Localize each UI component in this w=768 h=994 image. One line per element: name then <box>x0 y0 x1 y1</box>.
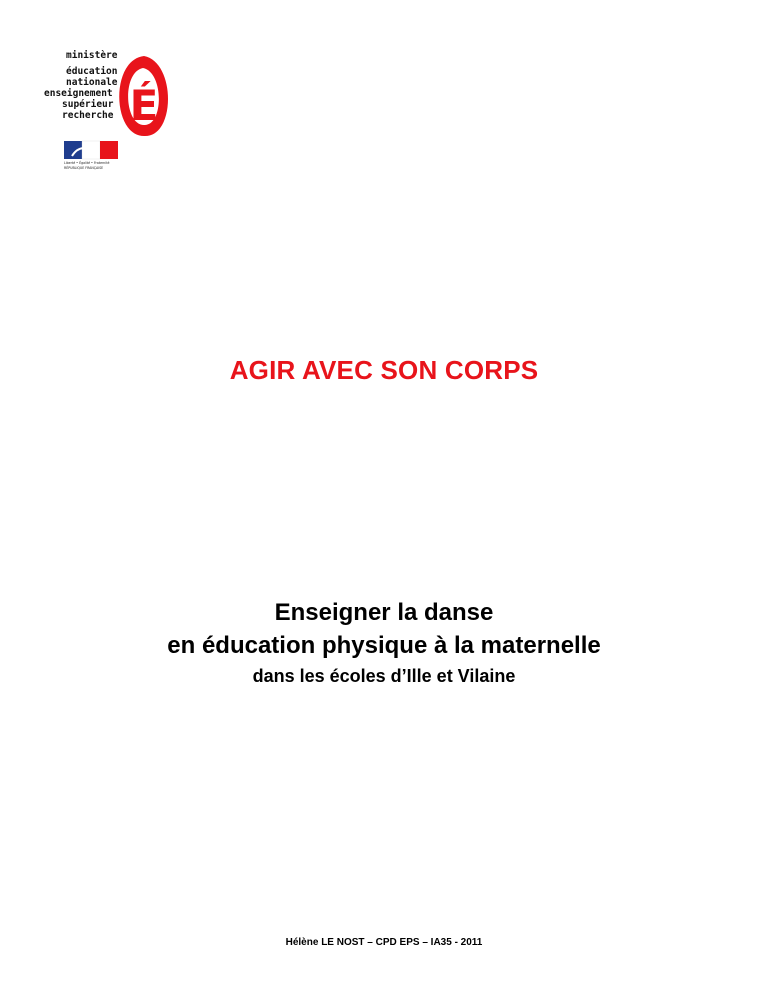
e-emblem-icon <box>119 56 168 136</box>
logo-line-4: enseignement <box>44 88 113 99</box>
logo-line-3: nationale <box>66 77 118 88</box>
flag-subcaption: RÉPUBLIQUE FRANÇAISE <box>64 166 104 170</box>
logo-line-2: éducation <box>66 66 118 77</box>
subtitle-line-3: dans les écoles d’Ille et Vilaine <box>252 666 516 686</box>
document-title: AGIR AVEC SON CORPS <box>229 355 539 385</box>
subtitle-line-1: Enseigner la danse <box>274 599 494 626</box>
logo-line-6: recherche <box>62 110 114 121</box>
french-flag-icon <box>64 141 118 159</box>
logo-line-1: ministère <box>66 50 118 61</box>
document-footer: Hélène LE NOST – CPD EPS – IA35 - 2011 <box>285 937 483 948</box>
e-emblem-letter: É <box>129 81 159 130</box>
ministry-logo <box>44 46 174 174</box>
logo-line-5: supérieur <box>62 99 114 110</box>
flag-caption: Liberté • Égalité • Fraternité <box>64 161 110 165</box>
subtitle-line-2: en éducation physique à la maternelle <box>167 632 601 659</box>
